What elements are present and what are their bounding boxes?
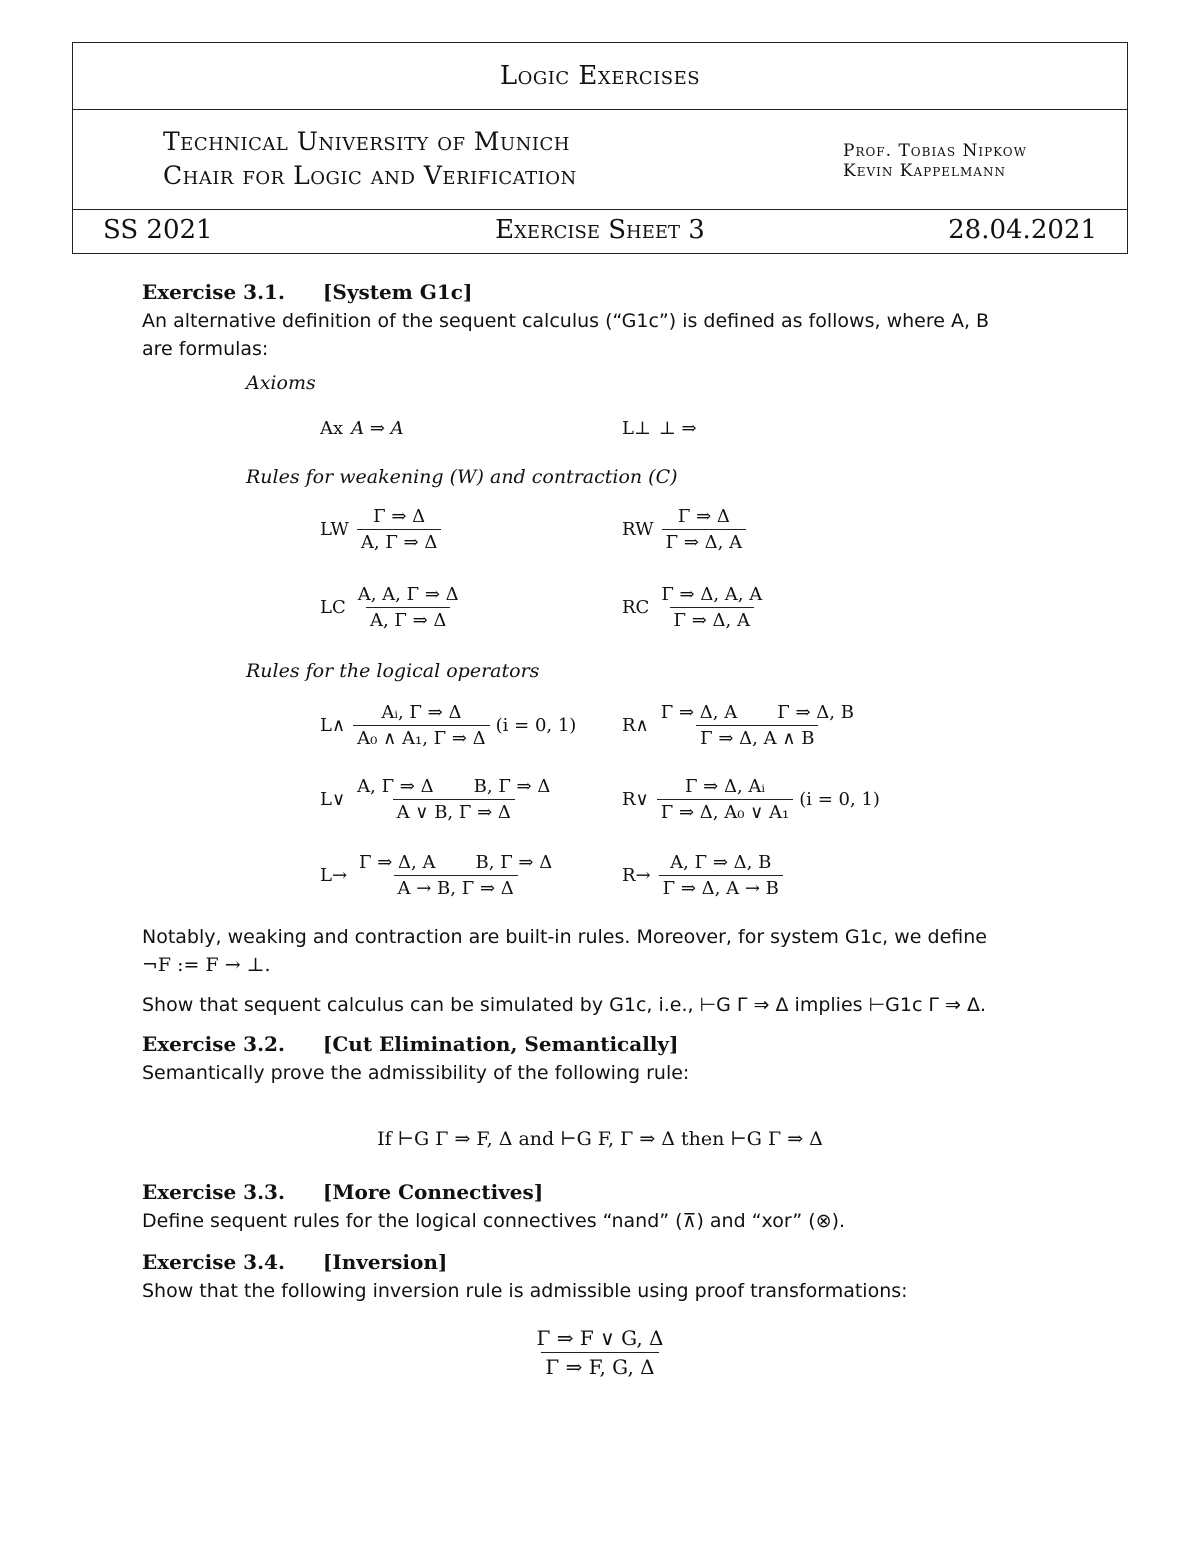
- exercise-3-3-heading: [142, 1180, 543, 1204]
- rule-name: R∨: [622, 789, 649, 810]
- rule-lc: [320, 584, 463, 631]
- premise: A, Γ ⇒ Δ, B: [670, 852, 772, 873]
- rule-rw: [622, 506, 746, 553]
- premise: Aᵢ, Γ ⇒ Δ: [381, 702, 462, 723]
- intro-line-1: An alternative definition of the sequent calculus (“G1c”) is defined as follows, where A, B: [142, 310, 990, 332]
- exercise-title: [More Connectives]: [322, 1180, 544, 1204]
- conclusion: Γ ⇒ Δ, A ∧ B: [696, 725, 818, 749]
- note-line-2: ¬F := F → ⊥.: [142, 954, 271, 976]
- conclusion: A, Γ ⇒ Δ: [366, 607, 450, 631]
- premise: A, A, Γ ⇒ Δ: [357, 584, 459, 605]
- divider: [73, 209, 1127, 210]
- conclusion: A ∨ B, Γ ⇒ Δ: [393, 799, 515, 823]
- exercise-title: [System G1c]: [322, 280, 473, 304]
- university-name: Technical University of Munich: [163, 127, 571, 156]
- rule-fraction: [657, 702, 858, 749]
- rule-name: L⊥: [622, 418, 651, 439]
- rule-fraction: [354, 584, 463, 631]
- exercise-3-3-text: Define sequent rules for the logical connectives “nand” (⊼) and “xor” (⊗).: [142, 1210, 846, 1232]
- rule-fraction: [355, 852, 556, 899]
- rule-formula: A ⇒ A: [351, 418, 404, 439]
- premise: A, Γ ⇒ Δ B, Γ ⇒ Δ: [357, 776, 551, 797]
- premise: Γ ⇒ Δ: [373, 506, 426, 527]
- sheet-date: 28.04.2021: [948, 215, 1097, 245]
- assistant-name: Kevin Kappelmann: [843, 161, 1006, 181]
- rule-name: R→: [622, 865, 651, 886]
- exercise-3-1-task: Show that sequent calculus can be simulated by G1c, i.e., ⊢G Γ ⇒ Δ implies ⊢G1c Γ ⇒ Δ.: [142, 994, 987, 1016]
- rule-name: L∨: [320, 789, 346, 810]
- conclusion: Γ ⇒ Δ, A₀ ∨ A₁: [657, 799, 794, 823]
- exercise-number: Exercise 3.4.: [142, 1250, 285, 1274]
- premise: Γ ⇒ Δ, A B, Γ ⇒ Δ: [359, 852, 553, 873]
- rule-name: R∧: [622, 715, 649, 736]
- premise: Γ ⇒ Δ, A Γ ⇒ Δ, B: [660, 702, 854, 723]
- axioms-heading: Axioms: [246, 372, 316, 394]
- exercise-number: Exercise 3.1.: [142, 280, 285, 304]
- sheet-title: Exercise Sheet 3: [495, 215, 705, 245]
- rule-rimp: [622, 852, 783, 899]
- rule-fraction: [657, 776, 794, 823]
- rule-name: LW: [320, 519, 349, 540]
- chair-name: Chair for Logic and Verification: [163, 161, 577, 190]
- conclusion: Γ ⇒ F, G, Δ: [541, 1352, 658, 1379]
- rule-rand: [622, 702, 858, 749]
- rule-formula: ⊥ ⇒: [658, 418, 697, 439]
- rule-name: RW: [622, 519, 654, 540]
- rule-name: L∧: [320, 715, 346, 736]
- exercise-number: Exercise 3.2.: [142, 1032, 285, 1056]
- conclusion: Γ ⇒ Δ, A: [670, 607, 754, 631]
- divider: [73, 109, 1127, 110]
- intro-line-2: are formulas:: [142, 338, 269, 360]
- rule-ror: [622, 776, 880, 823]
- rule-rc: [622, 584, 766, 631]
- side-condition: (i = 0, 1): [799, 789, 880, 810]
- rule-name: L→: [320, 865, 348, 886]
- exercise-3-4-text: Show that the following inversion rule is admissible using proof transformations:: [142, 1280, 908, 1302]
- operators-heading: Rules for the logical operators: [246, 660, 540, 682]
- conclusion: Γ ⇒ Δ, A: [662, 529, 746, 553]
- rule-fraction: [662, 506, 746, 553]
- note-line-1: Notably, weaking and contraction are built-in rules. Moreover, for system G1c, we define: [142, 926, 987, 948]
- weakening-heading: Rules for weakening (W) and contraction (C): [246, 466, 678, 488]
- exercise-3-2-heading: [142, 1032, 678, 1056]
- rule-ax: [320, 418, 404, 439]
- rule-fraction: [353, 776, 554, 823]
- premise: Γ ⇒ Δ: [677, 506, 730, 527]
- conclusion: A → B, Γ ⇒ Δ: [394, 875, 518, 899]
- conclusion: A, Γ ⇒ Δ: [357, 529, 441, 553]
- rule-lw: [320, 506, 441, 553]
- side-condition: (i = 0, 1): [495, 715, 577, 736]
- cut-rule-formula: If ⊢G Γ ⇒ F, Δ and ⊢G F, Γ ⇒ Δ then ⊢G Γ ⇒ Δ: [377, 1128, 823, 1150]
- premise: Γ ⇒ Δ, A, A: [661, 584, 763, 605]
- rule-fraction: [353, 702, 490, 749]
- rule-limp: [320, 852, 556, 899]
- rule-fraction: [532, 1326, 667, 1379]
- premise: Γ ⇒ Δ, Aᵢ: [684, 776, 766, 797]
- rule-lor: [320, 776, 554, 823]
- exercise-number: Exercise 3.3.: [142, 1180, 285, 1204]
- course-title: Logic Exercises: [499, 61, 701, 91]
- rule-lbot: [622, 418, 697, 439]
- rule-fraction: [657, 584, 766, 631]
- rule-fraction: [357, 506, 441, 553]
- exercise-3-1-heading: [142, 280, 472, 304]
- exercise-3-4-heading: [142, 1250, 447, 1274]
- sheet-header: [72, 42, 1128, 254]
- rule-name: Ax: [320, 418, 344, 439]
- conclusion: Γ ⇒ Δ, A → B: [659, 875, 783, 899]
- professor-name: Prof. Tobias Nipkow: [843, 141, 1027, 161]
- rule-land: [320, 702, 576, 749]
- exercise-title: [Inversion]: [322, 1250, 448, 1274]
- rule-name: RC: [622, 597, 650, 618]
- inversion-rule: [0, 1326, 1200, 1379]
- premise: Γ ⇒ F ∨ G, Δ: [536, 1326, 664, 1350]
- exercise-title: [Cut Elimination, Semantically]: [322, 1032, 679, 1056]
- conclusion: A₀ ∧ A₁, Γ ⇒ Δ: [353, 725, 490, 749]
- rule-name: LC: [320, 597, 346, 618]
- rule-fraction: [659, 852, 783, 899]
- semester: SS 2021: [103, 215, 213, 245]
- exercise-3-2-text: Semantically prove the admissibility of the following rule:: [142, 1062, 690, 1084]
